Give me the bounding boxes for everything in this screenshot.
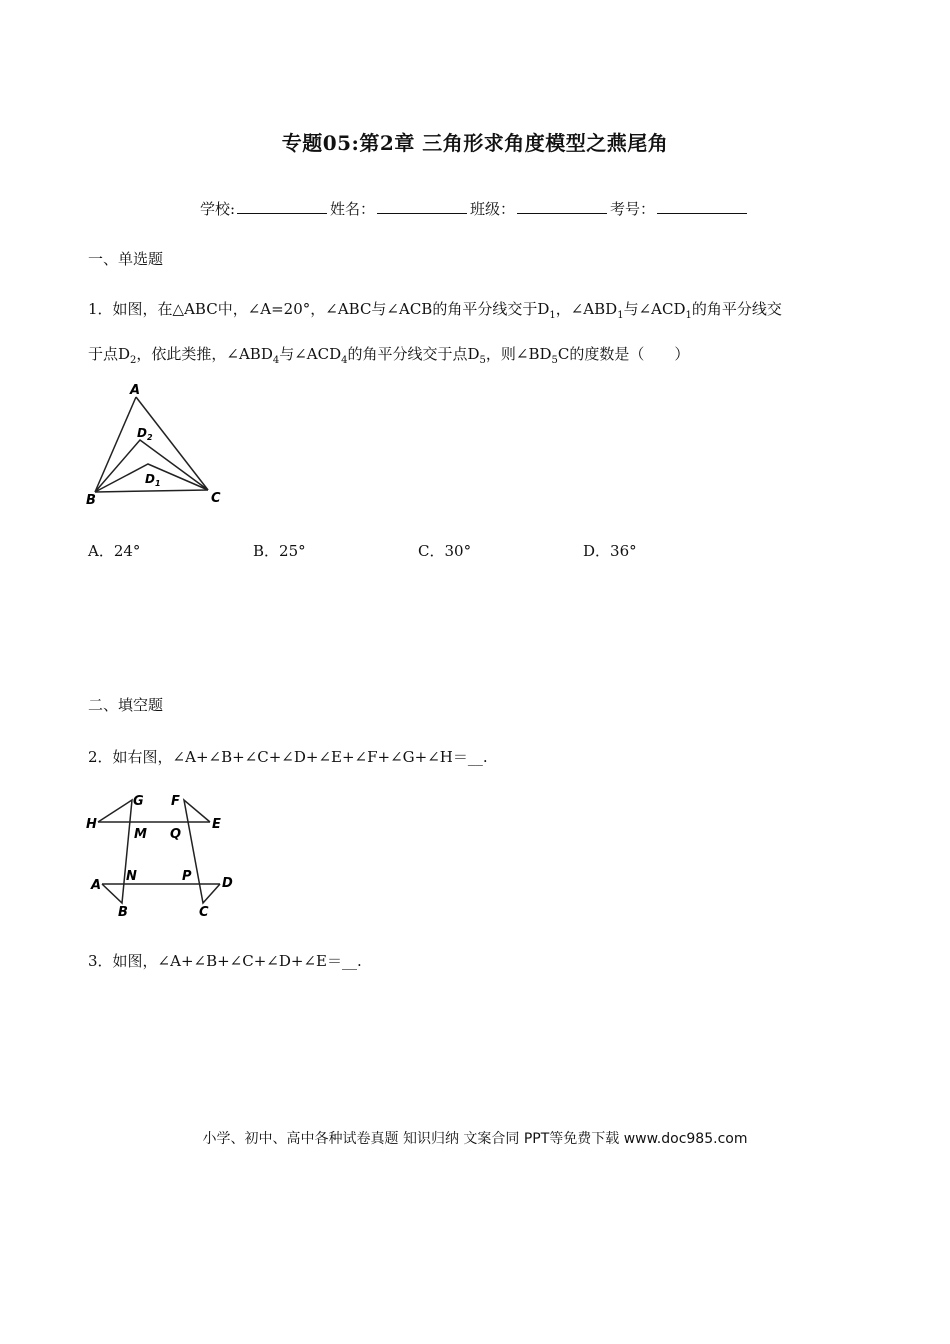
- class-blank: [517, 201, 607, 214]
- label-b: B: [86, 493, 96, 508]
- label-h: H: [86, 817, 97, 832]
- label-f: F: [171, 794, 180, 809]
- section-heading-single-choice: 一、单选题: [88, 250, 164, 268]
- label-e: E: [212, 817, 221, 832]
- segment-bc: [95, 490, 208, 492]
- label-c: C: [211, 491, 221, 506]
- label-q: Q: [170, 827, 182, 842]
- label-a: A: [91, 878, 102, 893]
- label-n: N: [126, 869, 137, 884]
- path-hgba: [98, 800, 132, 903]
- section-heading-fill-blank: 二、填空题: [88, 696, 164, 714]
- label-m: M: [134, 827, 147, 842]
- label-g: G: [133, 794, 144, 809]
- label-a: A: [130, 383, 141, 398]
- option-a: A．24°: [88, 542, 141, 560]
- page-title: 专题05:第2章 三角形求角度模型之燕尾角: [281, 131, 669, 155]
- question-1-line-2: 于点$D_2$，依此类推，$\angle ABD_4$与$\angle ACD_4$的角平分线交于点$D_5$，则$\angle BD_5C$的度数是（ ）: [88, 345, 690, 366]
- option-d: D．36°: [583, 542, 637, 560]
- exam-no-label: 考号：: [610, 200, 656, 218]
- question-2-text: 2．如右图，∠A+∠B+∠C+∠D+∠E+∠F+∠G+∠H＝__.: [88, 748, 488, 766]
- segment-ab: [95, 397, 136, 492]
- school-label: 学校:: [199, 200, 235, 218]
- question-3-text: 3．如图，∠A+∠B+∠C+∠D+∠E＝__.: [88, 952, 362, 970]
- label-p: P: [182, 869, 192, 884]
- label-c: C: [199, 905, 209, 920]
- option-c: C．30°: [418, 542, 472, 560]
- label-d1: $D_1$: [145, 472, 161, 488]
- exam-no-blank: [657, 201, 747, 214]
- label-b: B: [118, 905, 128, 920]
- question-2-figure: [80, 788, 250, 923]
- name-label: 姓名：: [330, 200, 376, 218]
- page-footer: 小学、初中、高中各种试卷真题 知识归纳 文案合同 PPT等免费下载 www.doc985.com: [202, 1131, 748, 1147]
- student-info-line: [0, 198, 950, 219]
- path-efcd: [184, 800, 220, 903]
- name-blank: [377, 201, 467, 214]
- question-1-triangle-figure: [80, 380, 240, 510]
- class-label: 班级：: [470, 200, 516, 218]
- label-d2: $D_2$: [137, 426, 153, 442]
- school-blank: [237, 201, 327, 214]
- label-d: D: [222, 876, 233, 891]
- option-b: B．25°: [253, 542, 306, 560]
- question-1-line-1: 1．如图，在△ABC中，∠A=20°，∠ABC与∠ACB的角平分线交于$D_1$，$\angle ABD_1$与$\angle ACD_1$的角平分线交: [88, 300, 782, 321]
- question-1-text: [88, 290, 868, 380]
